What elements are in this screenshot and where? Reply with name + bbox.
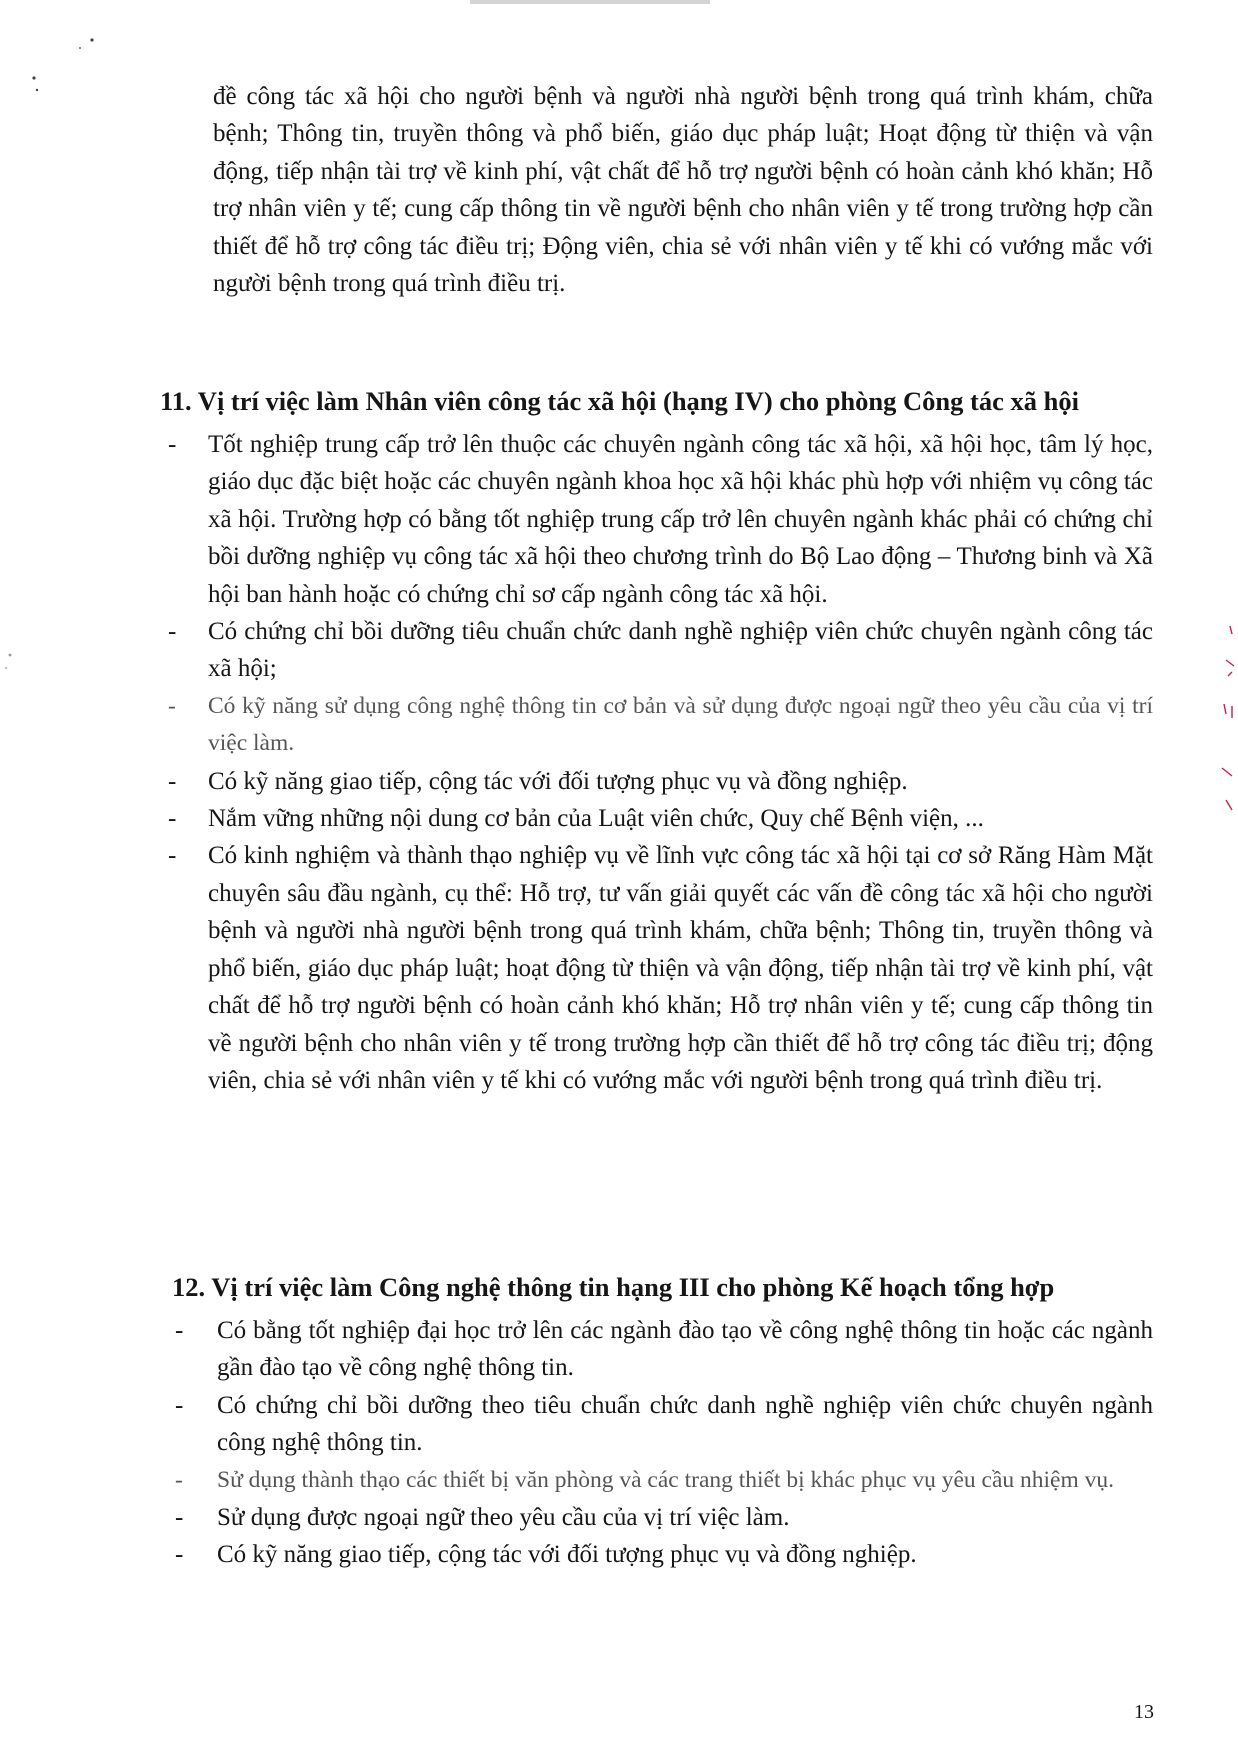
list-item-text: Có bằng tốt nghiệp đại học trở lên các ngành đào tạo về công nghệ thông tin hoặc các ngành gần đào tạo về công nghệ thông tin. bbox=[217, 1317, 1153, 1382]
list-item bbox=[168, 613, 1153, 688]
list-item bbox=[175, 1536, 1153, 1573]
bullet-dash: - bbox=[175, 1541, 184, 1569]
list-item-text: Nắm vững những nội dung cơ bản của Luật viên chức, Quy chế Bệnh viện, ... bbox=[208, 805, 984, 833]
list-item-text: Có chứng chỉ bồi dưỡng theo tiêu chuẩn chức danh nghề nghiệp viên chức chuyên ngành công nghệ thông tin. bbox=[217, 1391, 1153, 1457]
bullet-dash: - bbox=[168, 692, 176, 719]
section-12-list bbox=[175, 1312, 1153, 1574]
bullet-dash: - bbox=[168, 618, 177, 646]
list-item bbox=[168, 837, 1153, 1099]
bullet-dash: - bbox=[168, 842, 177, 870]
list-item-text: Tốt nghiệp trung cấp trở lên thuộc các chuyên ngành công tác xã hội, xã hội học, tâm lý học, giáo dục đặc biệt hoặc các chuyên ngành khoa học xã hội khác phù hợp với nhiệm vụ công tác xã hội. Trường hợp có bằng tốt nghiệp trung cấp trở lên chuyên ngành khác phải có chứng chỉ bồi dưỡng nghiệp vụ công tác xã hội theo chương trình do Bộ Lao động – Thương binh và Xã hội ban hành hoặc có chứng chỉ sơ cấp ngành công tác xã hội. bbox=[208, 431, 1153, 608]
list-item bbox=[175, 1499, 1153, 1536]
list-item-text: Có kỹ năng sử dụng công nghệ thông tin cơ bản và sử dụng được ngoại ngữ theo yêu cầu của vị trí việc làm. bbox=[208, 692, 1153, 757]
bullet-dash: - bbox=[168, 805, 177, 833]
bullet-dash: - bbox=[175, 1391, 184, 1419]
bullet-dash: - bbox=[175, 1504, 184, 1532]
section-11-heading: 11. Vị trí việc làm Nhân viên công tác xã hội (hạng IV) cho phòng Công tác xã hội bbox=[160, 386, 1079, 416]
list-item-text: Sử dụng thành thạo các thiết bị văn phòng và các trang thiết bị khác phục vụ yêu cầu nhiệm vụ. bbox=[217, 1466, 1114, 1493]
bullet-dash: - bbox=[168, 431, 177, 458]
list-item bbox=[168, 800, 1153, 837]
list-item bbox=[175, 1312, 1153, 1387]
list-item-text: Có kỹ năng giao tiếp, cộng tác với đối tượng phục vụ và đồng nghiệp. bbox=[208, 767, 908, 795]
bullet-dash: - bbox=[168, 767, 177, 795]
list-item-text: Sử dụng được ngoại ngữ theo yêu cầu của vị trí việc làm. bbox=[217, 1504, 790, 1532]
continued-paragraph: đề công tác xã hội cho người bệnh và người nhà người bệnh trong quá trình khám, chữa bệnh; Thông tin, truyền thông và phổ biến, giáo dục pháp luật; Hoạt động từ thiện và vận động, tiếp nhận tài trợ về kinh phí, vật chất để hỗ trợ người bệnh có hoàn cảnh khó khăn; Hỗ trợ nhân viên y tế; cung cấp thông tin về người bệnh cho nhân viên y tế trong trường hợp cần thiết để hỗ trợ công tác điều trị; Động viên, chia sẻ với nhân viên y tế khi có vướng mắc với người bệnh trong quá trình điều trị. bbox=[213, 83, 1153, 298]
list-item bbox=[168, 426, 1153, 613]
list-item-text: Có chứng chỉ bồi dưỡng tiêu chuẩn chức danh nghề nghiệp viên chức chuyên ngành công tác xã hội; bbox=[208, 618, 1153, 683]
list-item bbox=[168, 763, 1153, 800]
list-item bbox=[168, 688, 1153, 763]
section-12-heading: 12. Vị trí việc làm Công nghệ thông tin hạng III cho phòng Kế hoạch tổng hợp bbox=[172, 1272, 1055, 1302]
page-number: 13 bbox=[1134, 1701, 1154, 1723]
list-item bbox=[175, 1462, 1153, 1499]
list-item-text: Có kỹ năng giao tiếp, cộng tác với đối tượng phục vụ và đồng nghiệp. bbox=[217, 1541, 917, 1569]
list-item-text: Có kinh nghiệm và thành thạo nghiệp vụ về lĩnh vực công tác xã hội tại cơ sở Răng Hàm Mặt chuyên sâu đầu ngành, cụ thể: Hỗ trợ, tư vấn giải quyết các vấn đề công tác xã hội cho người bệnh và người nhà người bệnh trong quá trình khám, chữa bệnh; Thông tin, truyền thông và phổ biến, giáo dục pháp luật; hoạt động từ thiện và vận động, tiếp nhận tài trợ về kinh phí, vật chất để hỗ trợ người bệnh có hoàn cảnh khó khăn; Hỗ trợ nhân viên y tế; cung cấp thông tin về người bệnh cho nhân viên y tế trong trường hợp cần thiết để hỗ trợ công tác điều trị; động viên, chia sẻ với nhân viên y tế khi có vướng mắc với người bệnh trong quá trình điều trị. bbox=[208, 842, 1153, 1094]
list-item bbox=[175, 1387, 1153, 1462]
section-11-list bbox=[168, 426, 1153, 1099]
bullet-dash: - bbox=[175, 1317, 184, 1344]
bullet-dash: - bbox=[175, 1466, 183, 1493]
